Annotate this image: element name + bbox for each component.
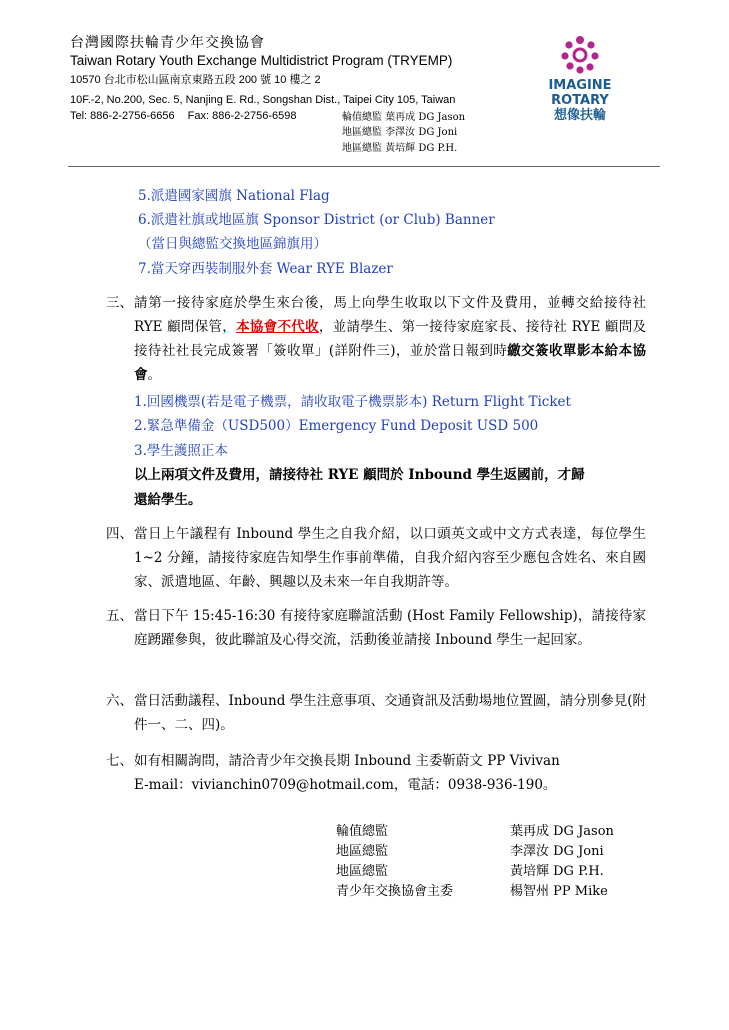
letterhead	[70, 34, 520, 158]
item-blazer: 7.當天穿西裝制服外套 Wear RYE Blazer	[138, 261, 393, 277]
governor-1: 輪值總監 葉再成 DG Jason	[342, 112, 466, 123]
signature-name: 黃培輝 DG P.H.	[510, 864, 604, 879]
address-en: 10F.-2, No.200, Sec. 5, Nanjing E. Rd., Songshan Dist., Taipei City 105, Taiwan	[70, 94, 456, 106]
section-number: 六、	[106, 693, 133, 709]
governor-2: 地區總監 李澤汝 DG Joni	[342, 127, 458, 138]
section-four-text: 當日上午議程有 Inbound 學生之自我介紹，以口頭英文或中文方式表達，每位學生 1~2 分鐘，請接待家庭告知學生作事前準備，自我介紹內容至少應包含姓名、來自國家、派遣地區、年齡、興趣以及未來一年自我期許等。	[134, 526, 646, 590]
submit-receipt-note: 繳交簽收單影本給本協會	[134, 343, 646, 383]
section-seven	[106, 749, 646, 797]
logo-imagine: IMAGINE	[548, 78, 612, 93]
tel: Tel: 886-2-2756-6656	[70, 110, 175, 122]
item-passport: 3.學生護照正本	[134, 443, 228, 459]
signature-title: 地區總監	[336, 844, 389, 859]
signature-title: 地區總監	[336, 864, 389, 879]
item-sponsor-banner: 6.派遣社旗或地區旗 Sponsor District (or Club) Banner	[138, 212, 495, 228]
signature-title: 青少年交換協會主委	[336, 884, 454, 899]
section-six	[106, 689, 646, 737]
governor-3: 地區總監 黃培輝 DG P.H.	[342, 143, 458, 154]
section-seven-text: 如有相關詢問，請洽青少年交換長期 Inbound 主委靳蔚文 PP Vivivan	[134, 753, 560, 769]
logo-chinese: 想像扶輪	[553, 108, 606, 123]
imagine-rotary-logo	[540, 36, 620, 124]
logo-rotary: ROTARY	[551, 93, 609, 108]
section-number: 三、	[106, 295, 133, 311]
signature-names	[510, 822, 614, 902]
signature-name: 李澤汝 DG Joni	[510, 844, 604, 859]
contact-email-phone: E-mail：vivianchin0709@hotmail.com，電話：0938-936-190。	[134, 777, 557, 793]
section-five-text: 當日下午 15:45-16:30 有接待家庭聯誼活動 (Host Family Fellowship)，請接待家庭踴躍參與，彼此聯誼及心得交流，活動後並請接 Inbound 學生一起回家。	[134, 608, 646, 648]
org-name-en: Taiwan Rotary Youth Exchange Multidistrict Program (TRYEMP)	[70, 53, 453, 68]
item-national-flag: 5.派遣國家國旗 National Flag	[138, 188, 330, 204]
item-return-ticket: 1.回國機票(若是電子機票，請收取電子機票影本) Return Flight Ticket	[134, 394, 571, 410]
item-banner-note: （當日與總監交換地區錦旗用）	[138, 236, 327, 252]
section-three-text: 請第一接待家庭於學生來台後，馬上向學生收取以下文件及費用，並轉交給接待社 RYE 顧問保管，本協會不代收，並請學生、第一接待家庭家長、接待社 RYE 顧問及接待社社長完成簽署「簽收單」(詳附件三)，並於當日報到時繳交簽收單影本給本協會。	[134, 295, 646, 383]
return-note-line1: 以上兩項文件及費用，請接待社 RYE 顧問於 Inbound 學生返國前，才歸	[134, 467, 585, 483]
section-six-text: 當日活動議程、Inbound 學生注意事項、交通資訊及活動場地位置圖，請分別參見(附件一、二、四)。	[134, 693, 646, 733]
signature-title: 輪值總監	[336, 824, 389, 839]
section-number: 四、	[106, 526, 133, 542]
not-collected-note: 本協會不代收	[236, 319, 319, 335]
section-five	[106, 604, 646, 652]
section-number: 七、	[106, 753, 133, 769]
signature-titles	[336, 822, 453, 902]
contact-row	[70, 110, 520, 126]
item-emergency-fund: 2.緊急準備金（USD500）Emergency Fund Deposit USD 500	[134, 418, 539, 434]
signature-name: 葉再成 DG Jason	[510, 824, 614, 839]
header-divider	[68, 166, 660, 167]
fax: Fax: 886-2-2756-6598	[187, 110, 297, 122]
section-number: 五、	[106, 608, 133, 624]
signature-name: 楊智州 PP Mike	[510, 884, 608, 899]
address-zh: 10570 台北市松山區南京東路五段 200 號 10 樓之 2	[70, 74, 321, 86]
return-note-line2: 還給學生。	[134, 492, 202, 508]
rotary-wheel-icon	[561, 36, 599, 74]
section-three	[106, 291, 646, 387]
section-four	[106, 522, 646, 594]
org-name-zh: 台灣國際扶輪青少年交換協會	[70, 35, 265, 51]
